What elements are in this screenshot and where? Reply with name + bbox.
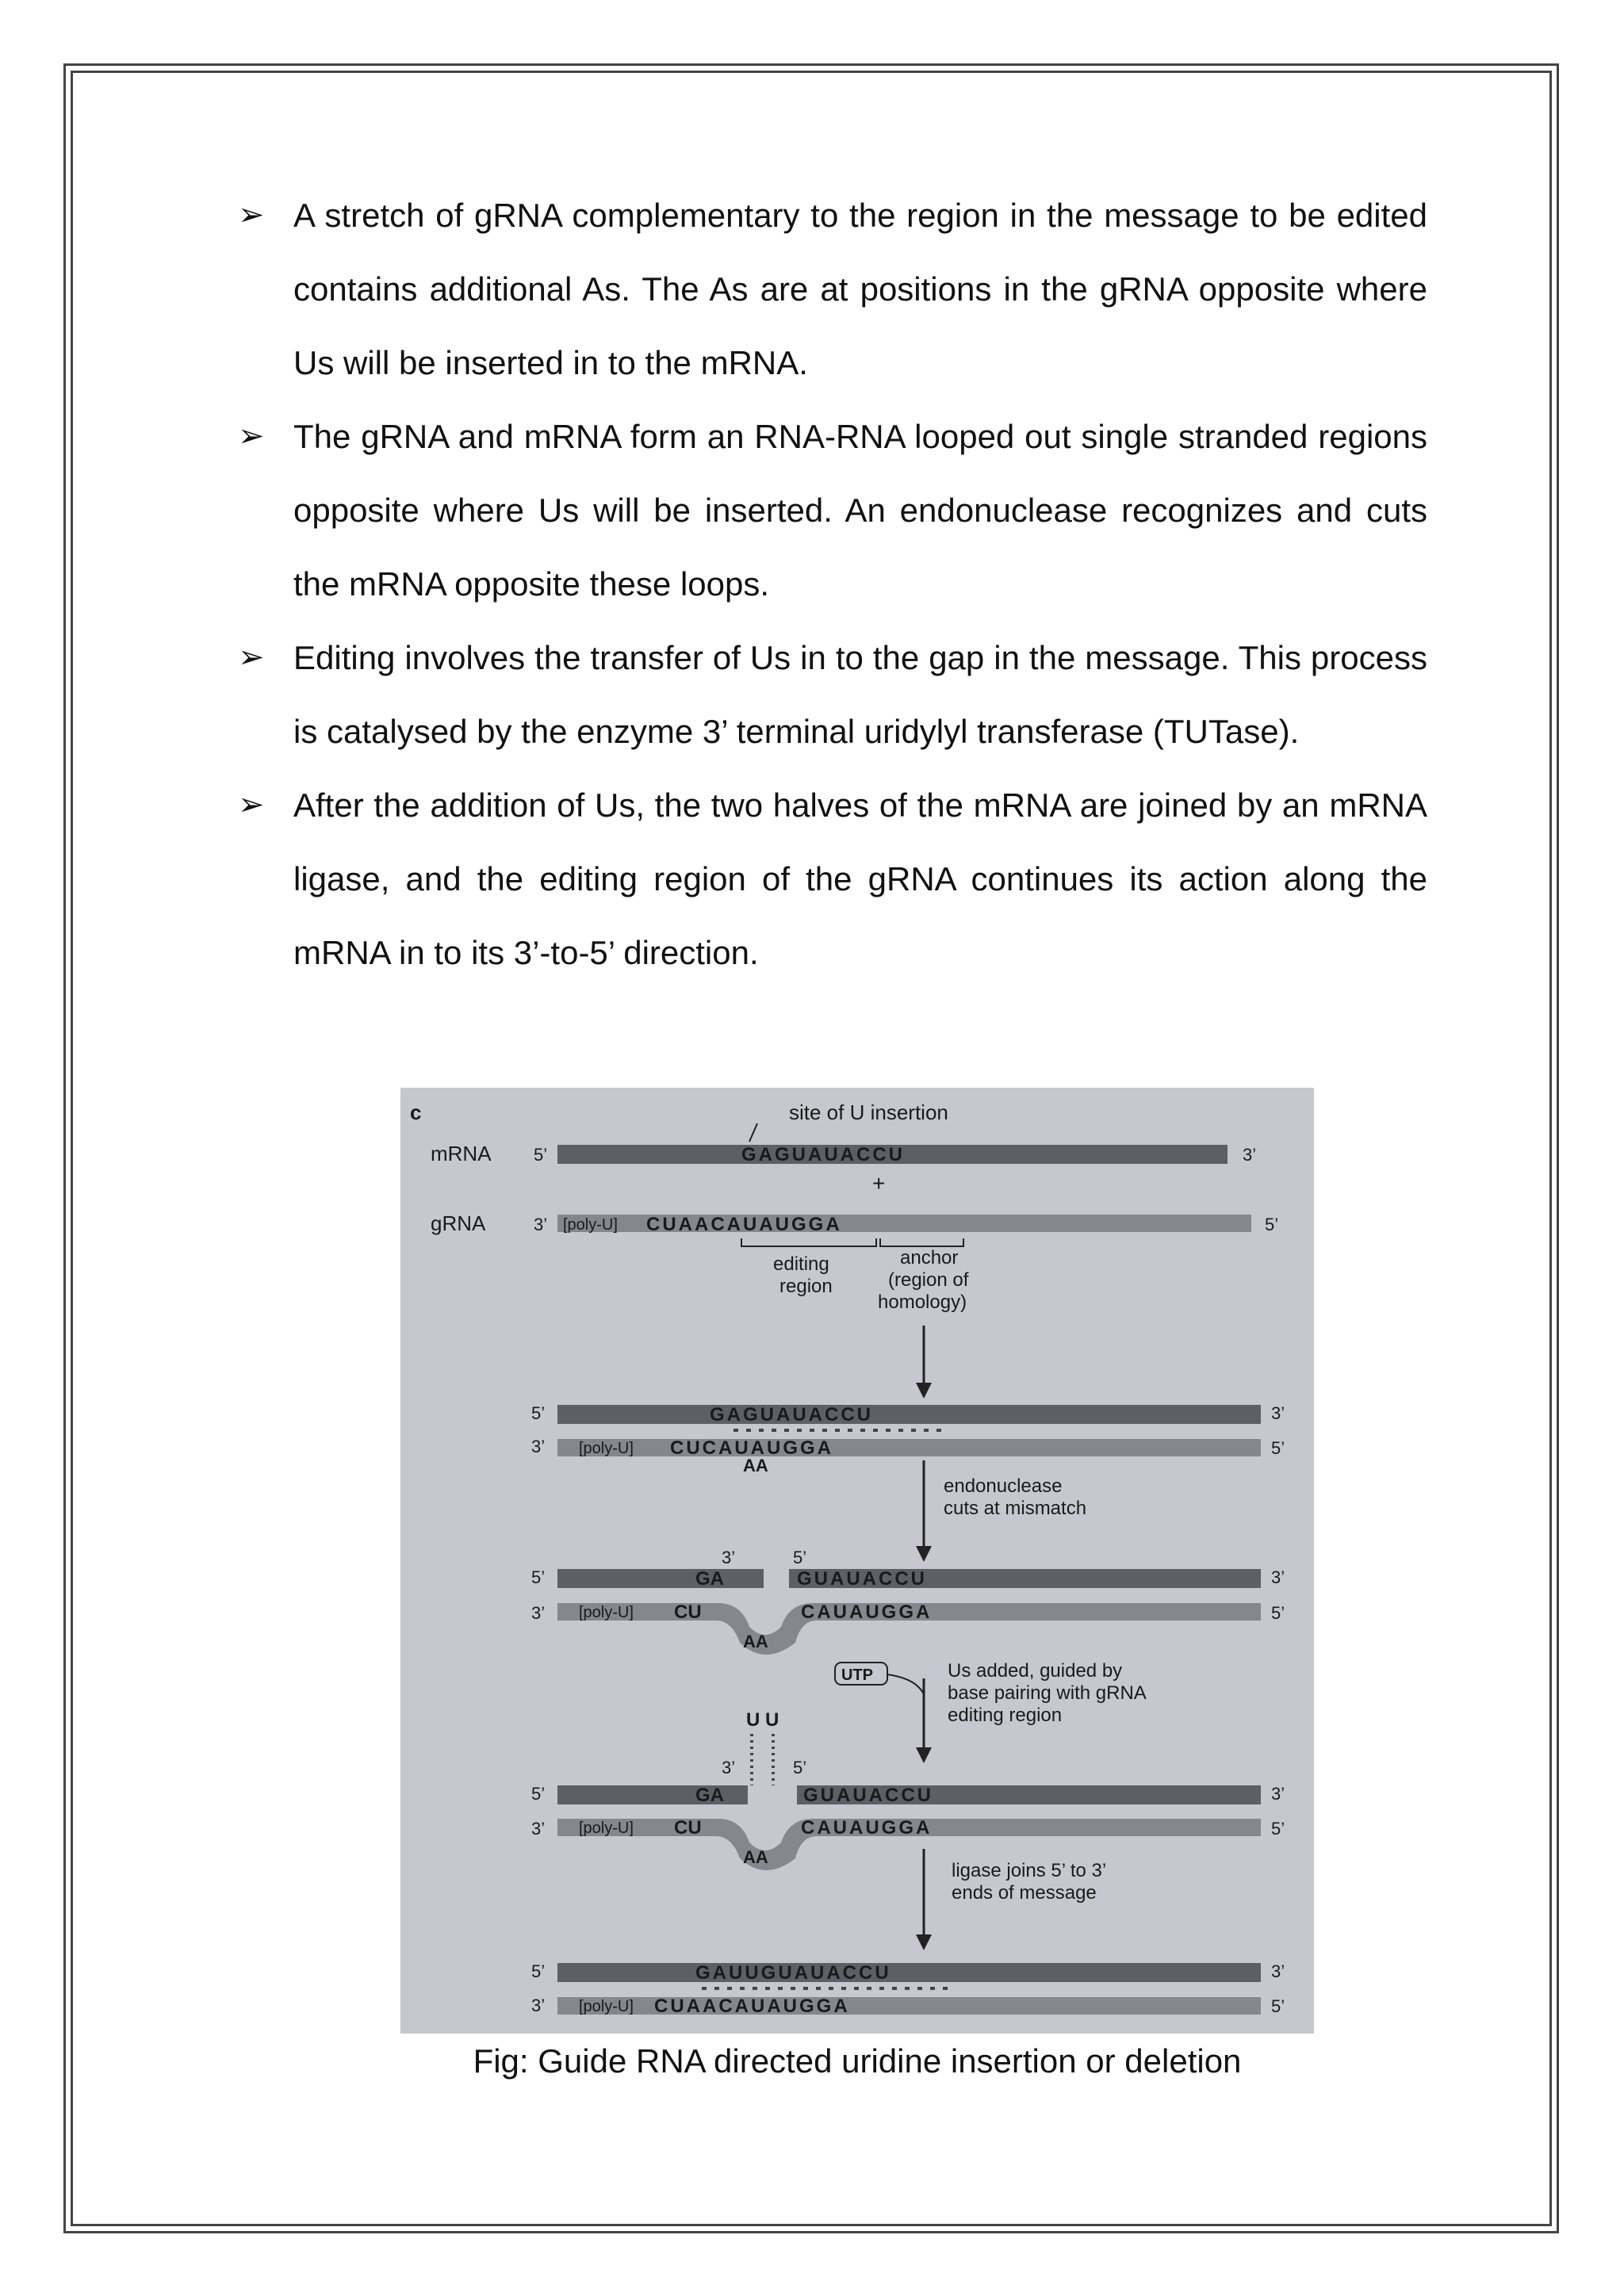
- rna-editing-figure: [400, 1088, 1314, 2034]
- grna-label: gRNA: [431, 1211, 486, 1235]
- arrow-1-head-icon: [916, 1383, 932, 1399]
- s4-arrow-label-2: ends of message: [952, 1882, 1097, 1904]
- s3-5prime-top: 5’: [793, 1548, 807, 1567]
- s4-5prime: 5’: [531, 1784, 546, 1804]
- panel-letter: c: [410, 1100, 422, 1124]
- s2-mrna-seq: GAGUAUACCU: [710, 1404, 873, 1425]
- s5-3prime-right: 3’: [1271, 1961, 1285, 1981]
- s2-loop: AA: [743, 1456, 768, 1475]
- arrow-3-head-icon: [916, 1747, 932, 1763]
- bullet-item: [238, 178, 1427, 400]
- editing-label-1: editing: [773, 1253, 829, 1275]
- s5-mrna-seq: GAUUGUAUACCU: [695, 1962, 891, 1984]
- s3-arrow-label-3: editing region: [948, 1705, 1063, 1726]
- s3-poly-u: [poly-U]: [579, 1604, 634, 1621]
- site-label: site of U insertion: [789, 1100, 948, 1124]
- s4-arrow-label-1: ligase joins 5’ to 3’: [952, 1860, 1107, 1881]
- s2-grna-seq: CUCAUAUGGA: [670, 1437, 833, 1459]
- mrna-3prime: 3’: [1243, 1145, 1257, 1165]
- editing-bracket: [741, 1238, 876, 1246]
- s4-poly-u: [poly-U]: [579, 1820, 634, 1837]
- s4-loop: AA: [743, 1847, 768, 1867]
- grna-3prime: 3’: [534, 1215, 548, 1234]
- s5-poly-u: [poly-U]: [579, 1998, 634, 2015]
- s2-5prime: 5’: [531, 1403, 546, 1423]
- s3-arrow-label-2: base pairing with gRNA: [948, 1682, 1147, 1704]
- arrow-bullet-icon: ➢: [238, 197, 265, 232]
- site-pointer: [749, 1123, 757, 1142]
- plus-sign: +: [872, 1171, 886, 1196]
- mrna-seq: GAGUAUACCU: [741, 1144, 905, 1165]
- grna-poly-u: [poly-U]: [563, 1216, 618, 1234]
- s4-mrna-left-seq: GA: [695, 1785, 724, 1806]
- s4-5prime-top: 5’: [793, 1758, 807, 1777]
- s5-3prime: 3’: [531, 1996, 546, 2015]
- s3-mrna-left-seq: GA: [695, 1568, 724, 1590]
- bullet-item: [238, 400, 1427, 621]
- s3-3prime-right: 3’: [1271, 1567, 1285, 1587]
- s5-5prime-right: 5’: [1271, 1996, 1285, 2016]
- bullet-item: [238, 621, 1427, 768]
- s3-loop: AA: [743, 1632, 768, 1651]
- figure-caption: Fig: Guide RNA directed uridine insertion or deletion: [473, 2042, 1242, 2080]
- s3-grna-right: CAUAUGGA: [801, 1601, 933, 1623]
- anchor-label-1: anchor: [900, 1247, 959, 1269]
- s3-arrow-label-1: Us added, guided by: [948, 1660, 1123, 1682]
- s3-mrna-right-seq: GUAUACCU: [797, 1568, 927, 1590]
- grna-seq: CUAACAUAUGGA: [646, 1214, 842, 1235]
- anchor-bracket: [880, 1238, 963, 1246]
- s5-5prime: 5’: [531, 1961, 546, 1981]
- s2-arrow-label-1: endonuclease: [944, 1475, 1063, 1497]
- grna-5prime: 5’: [1265, 1215, 1279, 1234]
- utp-label: UTP: [841, 1667, 873, 1684]
- mrna-label: mRNA: [431, 1142, 492, 1165]
- s2-mrna-strand: [557, 1405, 1261, 1424]
- s4-3prime-right: 3’: [1271, 1784, 1285, 1804]
- s3-mrna-left: [557, 1569, 764, 1588]
- s2-5prime-right: 5’: [1271, 1438, 1285, 1458]
- editing-label-2: region: [779, 1276, 833, 1297]
- s3-3prime: 3’: [531, 1603, 546, 1623]
- s2-arrow-label-2: cuts at mismatch: [944, 1498, 1087, 1519]
- s2-3prime-right: 3’: [1271, 1403, 1285, 1423]
- anchor-label-2: (region of: [888, 1269, 969, 1291]
- s2-grna-strand: [557, 1439, 1261, 1456]
- s4-5prime-right: 5’: [1271, 1819, 1285, 1839]
- s4-grna-left: CU: [674, 1817, 702, 1839]
- arrow-2-head-icon: [916, 1546, 932, 1562]
- arrow-bullet-icon: ➢: [238, 640, 265, 675]
- s5-grna-seq: CUAACAUAUGGA: [654, 1996, 850, 2017]
- anchor-label-3: homology): [878, 1292, 967, 1313]
- s3-3prime-top: 3’: [722, 1548, 736, 1567]
- bullet-text: After the addition of Us, the two halves of the mRNA are joined by an mRNA ligase, and the editing region of the gRNA continues its action along the mRNA in to its 3’-to-5’ direction.: [293, 786, 1427, 971]
- s4-mrna-right-seq: GUAUACCU: [803, 1785, 933, 1806]
- s3-5prime: 5’: [531, 1567, 546, 1587]
- arrow-bullet-icon: ➢: [238, 787, 265, 822]
- s5-mrna-strand: [557, 1963, 1261, 1982]
- utp-pointer: [887, 1674, 924, 1694]
- bullet-list: [238, 178, 1427, 989]
- mrna-5prime: 5’: [534, 1145, 548, 1165]
- figure-svg: [400, 1088, 1314, 2034]
- bullet-text: A stretch of gRNA complementary to the region in the message to be edited contains additional As. The As are at positions in the gRNA opposite where Us will be inserted in to the mRNA.: [293, 197, 1427, 381]
- arrow-4-head-icon: [916, 1934, 932, 1950]
- bullet-text: The gRNA and mRNA form an RNA-RNA looped out single stranded regions opposite where Us will be inserted. An endonuclease recognizes and cuts the mRNA opposite these loops.: [293, 418, 1427, 603]
- bullet-text: Editing involves the transfer of Us in to the gap in the message. This process is catalysed by the enzyme 3’ terminal uridylyl transferase (TUTase).: [293, 639, 1427, 750]
- s4-grna-right: CAUAUGGA: [801, 1817, 933, 1839]
- s3-5prime-right: 5’: [1271, 1603, 1285, 1623]
- s4-3prime-top: 3’: [722, 1758, 736, 1777]
- s2-3prime: 3’: [531, 1437, 546, 1456]
- s2-poly-u: [poly-U]: [579, 1440, 634, 1457]
- s3-grna-left: CU: [674, 1601, 702, 1623]
- bullet-item: [238, 768, 1427, 989]
- s4-3prime: 3’: [531, 1819, 546, 1839]
- arrow-bullet-icon: ➢: [238, 419, 265, 453]
- s4-uu: U U: [746, 1709, 779, 1731]
